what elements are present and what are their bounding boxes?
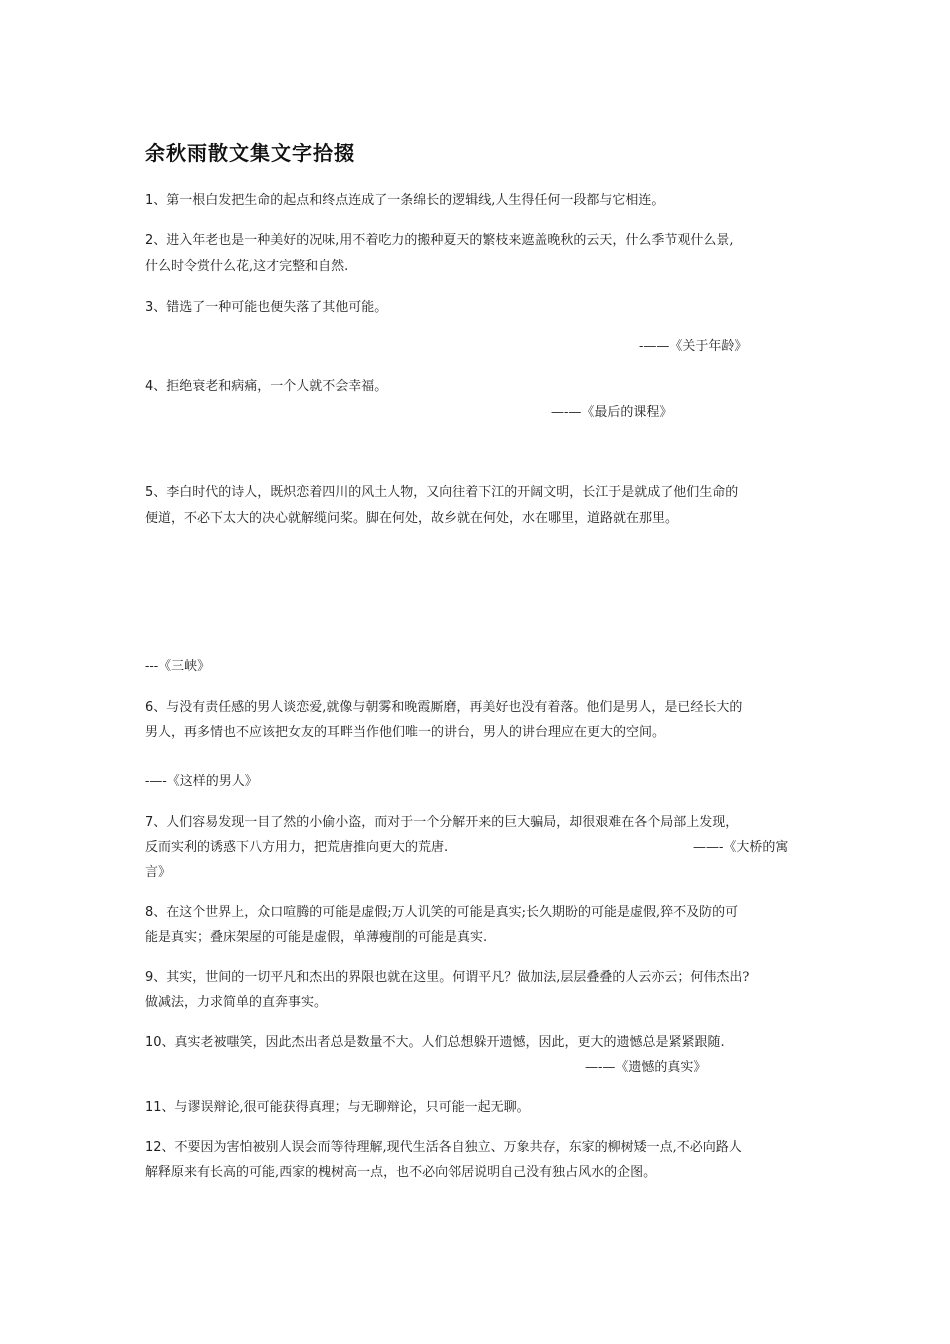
document-title: 余秋雨散文集文字拾掇 bbox=[145, 141, 355, 165]
item-12-line-2: 解释原来有长高的可能,西家的槐树高一点，也不必向邻居说明自己没有独占风水的企图。 bbox=[145, 1165, 657, 1180]
item-2-line-1: 2、进入年老也是一种美好的况味,用不着吃力的搬种夏天的繁枝来遮盖晚秋的云天，什么季节观什么景, bbox=[145, 233, 734, 248]
source-such-man: -—-《这样的男人》 bbox=[145, 774, 258, 789]
item-11-line-1: 11、与谬误辩论,很可能获得真理；与无聊辩论，只可能一起无聊。 bbox=[145, 1100, 530, 1115]
item-1-line-1: 1、第一根白发把生命的起点和终点连成了一条绵长的逻辑线,人生得任何一段都与它相连。 bbox=[145, 193, 665, 208]
source-regret: —-—《遗憾的真实》 bbox=[585, 1060, 707, 1075]
item-6-line-1: 6、与没有责任感的男人谈恋爱,就像与朝雾和晚霞厮磨，再美好也没有着落。他们是男人，是已经长大的 bbox=[145, 700, 743, 715]
item-7-line-3: 言》 bbox=[145, 865, 172, 880]
source-about-age: -——《关于年龄》 bbox=[639, 339, 748, 354]
item-6-line-2: 男人，再多情也不应该把女友的耳畔当作他们唯一的讲台，男人的讲台理应在更大的空间。 bbox=[145, 725, 666, 740]
source-last-lesson: —-—《最后的课程》 bbox=[551, 405, 673, 420]
item-4-line-1: 4、拒绝衰老和病痛，一个人就不会幸福。 bbox=[145, 379, 388, 394]
source-three-gorges: ---《三峡》 bbox=[145, 659, 211, 674]
item-8-line-2: 能是真实；叠床架屋的可能是虚假，单薄瘦削的可能是真实. bbox=[145, 930, 488, 945]
item-7-line-2: 反而实利的诱惑下八方用力，把荒唐推向更大的荒唐. bbox=[145, 840, 449, 855]
item-12-line-1: 12、不要因为害怕被别人误会而等待理解,现代生活各自独立、万象共存，东家的柳树矮一点,不必向路人 bbox=[145, 1140, 742, 1155]
item-10-line-1: 10、真实老被嗤笑，因此杰出者总是数量不大。人们总想躲开遗憾，因此，更大的遗憾总是紧紧跟随. bbox=[145, 1035, 725, 1050]
item-9-line-1: 9、其实，世间的一切平凡和杰出的界限也就在这里。何谓平凡？做加法,层层叠叠的人云亦云；何伟杰出? bbox=[145, 970, 750, 985]
item-3-line-1: 3、错选了一种可能也便失落了其他可能。 bbox=[145, 300, 388, 315]
item-9-line-2: 做减法，力求简单的直奔事实。 bbox=[145, 995, 328, 1010]
source-bridge: ——-《大桥的寓 bbox=[693, 840, 789, 855]
item-5-line-1: 5、李白时代的诗人，既炽恋着四川的风土人物，又向往着下江的开阔文明，长江于是就成了他们生命的 bbox=[145, 485, 739, 500]
item-7-line-1: 7、人们容易发现一目了然的小偷小盗，而对于一个分解开来的巨大骗局，却很艰难在各个局部上发现， bbox=[145, 815, 739, 830]
item-2-line-2: 什么时令赏什么花,这才完整和自然. bbox=[145, 259, 349, 274]
item-5-line-2: 便道，不必下太大的决心就解缆问桨。脚在何处，故乡就在何处，水在哪里，道路就在那里。 bbox=[145, 511, 679, 526]
item-8-line-1: 8、在这个世界上，众口喧腾的可能是虚假;万人讥笑的可能是真实;长久期盼的可能是虚假,猝不及防的可 bbox=[145, 905, 739, 920]
